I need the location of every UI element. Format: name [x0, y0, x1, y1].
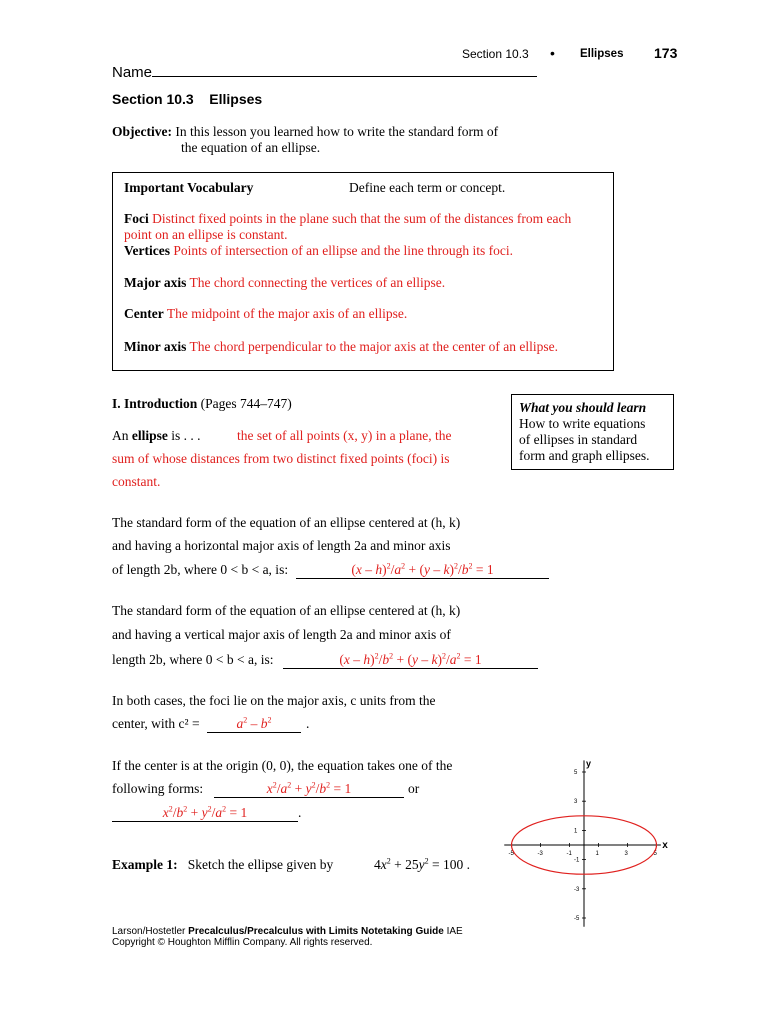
ellipse-graph [500, 752, 670, 922]
origin-text: following forms: [112, 781, 204, 796]
footer-edition: IAE [446, 926, 463, 937]
vocab-foci [124, 211, 571, 227]
origin-period: . [298, 805, 302, 820]
ellipse-suffix: is . . . [171, 428, 201, 443]
page-number: 173 [654, 45, 678, 61]
x-tick-label: -1 [566, 851, 572, 857]
example-label: Example 1: [112, 857, 178, 872]
learn-box-title: What you should learn [519, 400, 647, 415]
vertical-text: and having a vertical major axis of length 2a and minor axis of [112, 627, 451, 642]
vocabulary-instruction: Define each term or concept. [349, 180, 506, 195]
y-tick-label: -5 [574, 916, 580, 922]
y-tick-label: 5 [574, 770, 578, 776]
vocab-minor-axis [124, 339, 558, 355]
horizontal-equation-answer[interactable]: $(x - h)^2/a^2 + (y - k)^2/b^2 = 1$ [296, 562, 549, 579]
name-blank[interactable] [152, 62, 537, 77]
foci-answer[interactable]: $a^2 - b^2$ [207, 716, 301, 733]
page-title: Section 10.3 Ellipses [112, 91, 263, 107]
objective-line-1 [112, 124, 498, 140]
y-tick-label: 3 [574, 799, 578, 806]
origin-form-answer-2[interactable]: $x^2/b^2 + y^2/a^2 = 1$ [112, 805, 298, 822]
intro-heading: I. Introduction [112, 396, 198, 411]
y-tick-label: -3 [574, 886, 580, 893]
vocab-center [124, 306, 407, 322]
foci-text: center, with c² = [112, 716, 200, 731]
vertical-equation-answer[interactable]: $(x - h)^2/b^2 + (y - k)^2/a^2 = 1$ [283, 652, 538, 669]
vocab-term: Vertices [124, 243, 170, 258]
y-axis-label: y [586, 758, 592, 769]
objective-text-1: In this lesson you learned how to write the standard form of [175, 124, 499, 139]
name-label: Name [112, 64, 153, 81]
running-header-section: Section 10.3 [462, 47, 529, 61]
origin-text: If the center is at the origin (0, 0), the equation takes one of the [112, 758, 453, 773]
vocab-definition: The midpoint of the major axis of an ellipse. [166, 306, 408, 321]
vocab-definition: Distinct fixed points in the plane such that the sum of the distances from each [152, 211, 572, 226]
horizontal-text: The standard form of the equation of an ellipse centered at (h, k) [112, 515, 461, 530]
vocab-term: Minor axis [124, 339, 187, 354]
example-text: Sketch the ellipse given by [187, 857, 334, 872]
ellipse-definition: the set of all points (x, y) in a plane, the [237, 428, 452, 443]
x-axis-label: x [662, 840, 668, 851]
learn-box-line: of ellipses in standard [519, 432, 638, 447]
footer-book: Precalculus/Precalculus with Limits Notetaking Guide [188, 926, 444, 937]
example-line [112, 857, 333, 873]
x-tick-label: -3 [537, 851, 543, 857]
y-tick-label: 1 [574, 828, 578, 835]
ellipse-definition: sum of whose distances from two distinct fixed points (foci) is [112, 451, 450, 466]
footer-authors: Larson/Hostetler [112, 926, 186, 937]
footer-citation [112, 926, 463, 937]
vocab-definition: Points of intersection of an ellipse and the line through its foci. [173, 243, 514, 258]
vocabulary-heading: Important Vocabulary [124, 180, 254, 195]
objective-label: Objective: [112, 124, 172, 139]
x-tick-label: 1 [595, 851, 599, 857]
vocab-term: Center [124, 306, 164, 321]
vocab-major-axis [124, 275, 445, 291]
x-tick-label: -5 [508, 851, 514, 857]
foci-period: . [306, 716, 310, 731]
running-header-topic: Ellipses [580, 48, 624, 60]
ellipse-definition: constant. [112, 474, 161, 489]
vocab-term: Foci [124, 211, 149, 226]
vocab-definition: The chord connecting the vertices of an ellipse. [189, 275, 446, 290]
origin-form-answer-1[interactable]: $x^2/a^2 + y^2/b^2 = 1$ [214, 781, 404, 798]
ellipse-definition-line-1 [112, 428, 201, 444]
horizontal-text: of length 2b, where 0 < b < a, is: [112, 562, 289, 577]
section-heading [112, 396, 292, 412]
learn-box-line: form and graph ellipses. [519, 448, 650, 463]
x-tick-label: 5 [653, 851, 657, 857]
name-line [112, 62, 537, 81]
x-tick-label: 3 [624, 851, 628, 857]
example-equation: $4x^2 + 25y^2 = 100$ . [374, 856, 470, 872]
vertical-text: length 2b, where 0 < b < a, is: [112, 652, 274, 667]
ellipse-prefix: An [112, 428, 129, 443]
vocab-term: Major axis [124, 275, 187, 290]
y-tick-label: -1 [574, 857, 580, 864]
vocab-vertices [124, 243, 513, 259]
vertical-text: The standard form of the equation of an ellipse centered at (h, k) [112, 603, 461, 618]
foci-text: In both cases, the foci lie on the major axis, c units from the [112, 693, 436, 708]
origin-or: or [408, 781, 420, 796]
intro-pages: (Pages 744–747) [200, 396, 292, 411]
learn-box-line: How to write equations [519, 416, 646, 431]
running-header-bullet: • [550, 45, 555, 61]
horizontal-text: and having a horizontal major axis of length 2a and minor axis [112, 538, 451, 553]
vocab-definition: The chord perpendicular to the major axis at the center of an ellipse. [189, 339, 559, 354]
objective-text-2: the equation of an ellipse. [181, 140, 321, 155]
footer-copyright: Copyright © Houghton Mifflin Company. All rights reserved. [112, 937, 373, 948]
vocab-definition: point on an ellipse is constant. [124, 227, 288, 242]
ellipse-term: ellipse [131, 428, 168, 443]
